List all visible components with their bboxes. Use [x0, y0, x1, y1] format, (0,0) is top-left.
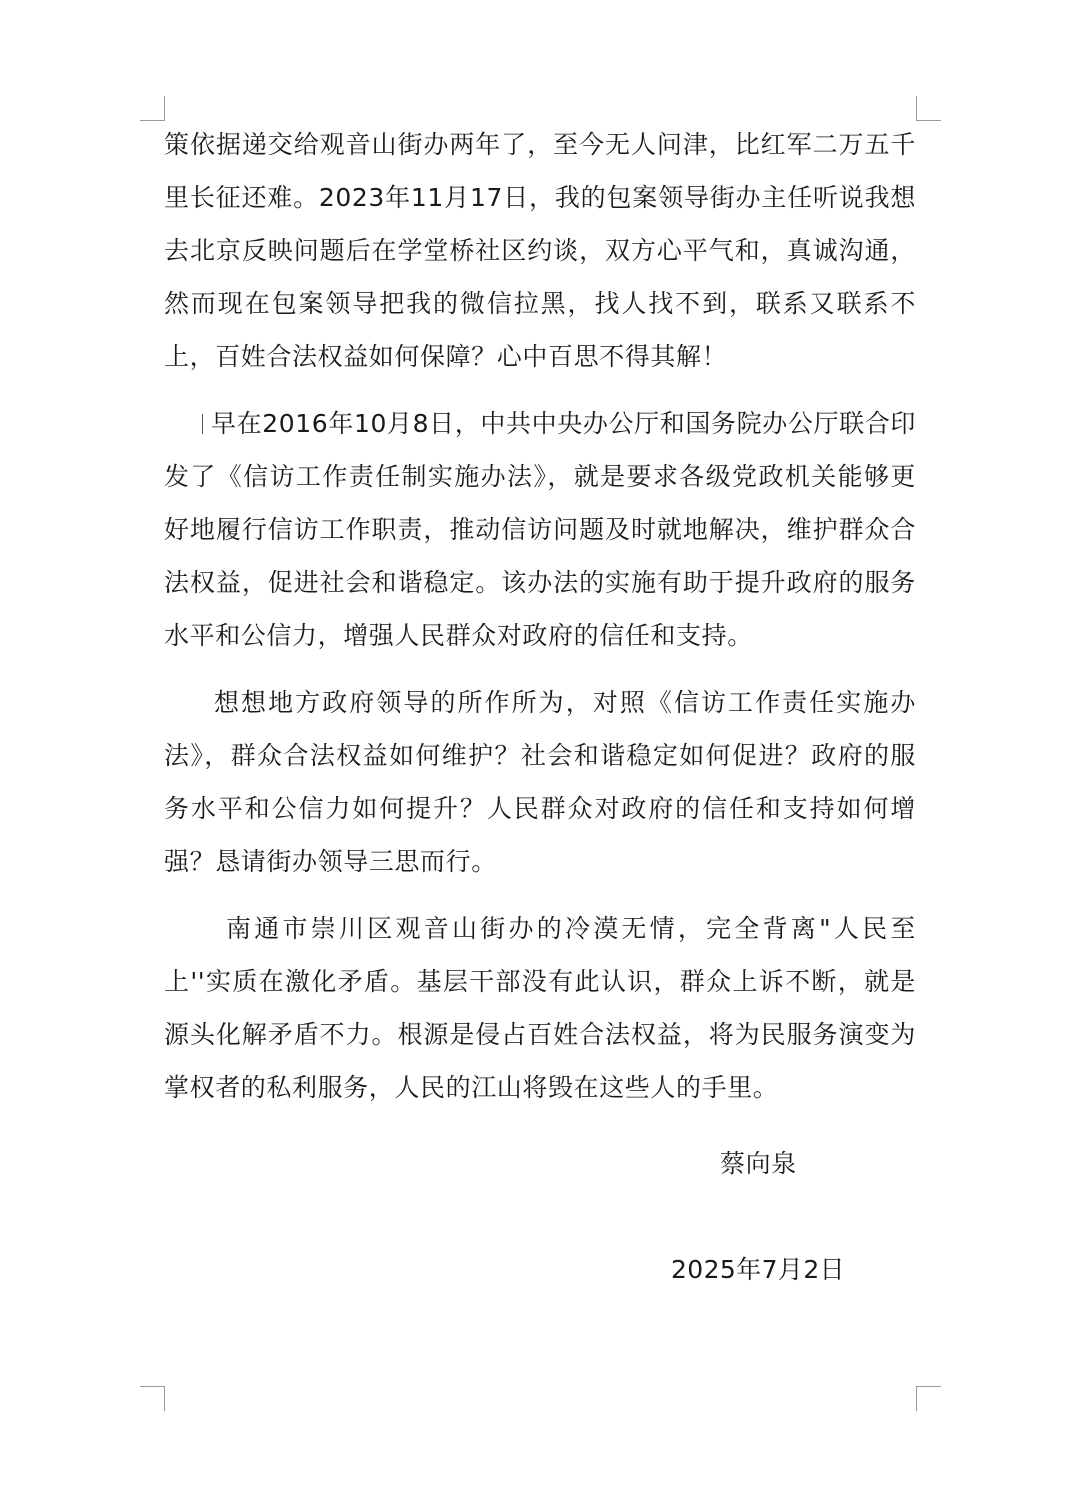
paragraph-2-text: 早在2016年10月8日，中共中央办公厅和国务院办公厅联合印发了《信访工作责任制实施办法》，就是要求各级党政机关能够更好地履行信访工作职责，推动信访问题及时就地解决，维护群众合法权益，促进社会和谐稳定。该办法的实施有助于提升政府的服务水平和公信力，增强人民群众对政府的信任和支持。 [164, 409, 916, 650]
text-cursor [202, 414, 203, 434]
margin-corner-mark-bottom-right [916, 1386, 941, 1411]
paragraph-4: 南通市崇川区观音山街办的冷漠无情，完全背离"人民至上''实质在激化矛盾。基层干部没有此认识，群众上诉不断，就是源头化解矛盾不力。根源是侵占百姓合法权益，将为民服务演变为掌权者的私利服务，人民的江山将毁在这些人的手里。 [164, 914, 916, 1102]
document-body[interactable] [164, 118, 916, 1128]
margin-corner-mark-bottom-left [140, 1386, 165, 1411]
signature-name: 蔡向泉 [720, 1149, 797, 1178]
margin-corner-mark-top-right [916, 96, 941, 121]
paragraph-1: 策依据递交给观音山街办两年了，至今无人问津，比红军二万五千里长征还难。2023年11月17日，我的包案领导街办主任听说我想去北京反映问题后在学堂桥社区约谈，双方心平气和，真诚沟通，然而现在包案领导把我的微信拉黑，找人找不到，联系又联系不上，百姓合法权益如何保障？心中百思不得其解！ [164, 130, 916, 371]
margin-corner-mark-top-left [140, 96, 165, 121]
paragraph-2 [164, 397, 916, 662]
signature-date: 2025年7月2日 [671, 1255, 846, 1284]
paragraph-3: 想想地方政府领导的所作所为，对照《信访工作责任实施办法》，群众合法权益如何维护？社会和谐稳定如何促进？政府的服务水平和公信力如何提升？人民群众对政府的信任和支持如何增强？恳请街办领导三思而行。 [164, 688, 916, 876]
